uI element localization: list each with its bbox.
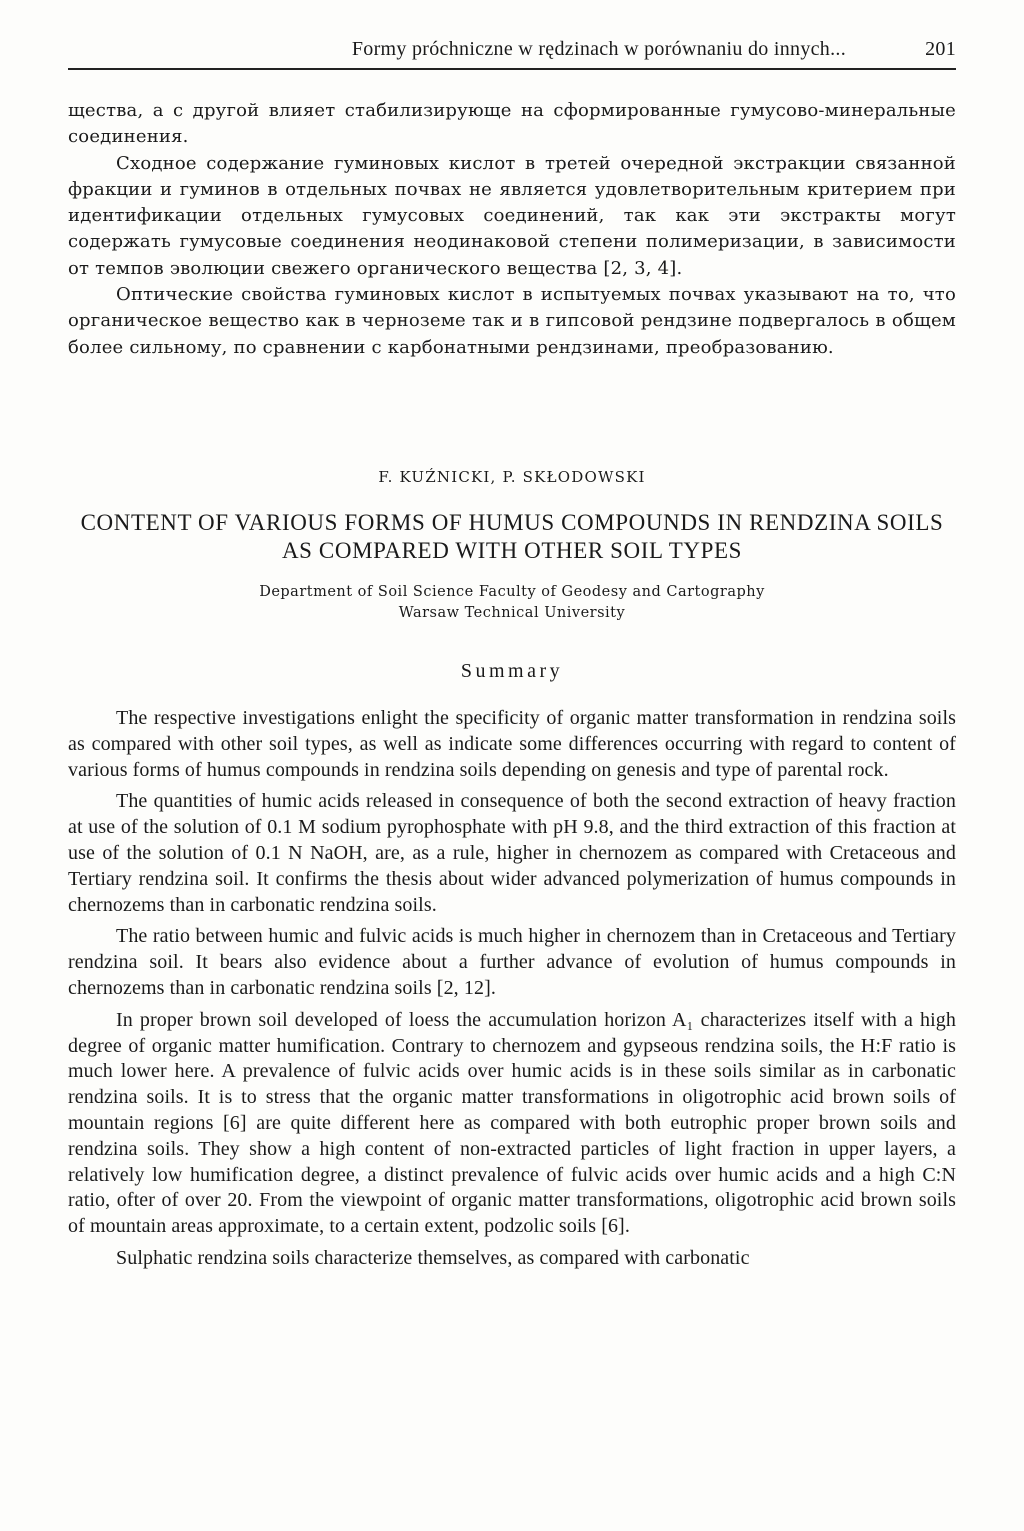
article-authors: F. KUŹNICKI, P. SKŁODOWSKI (378, 468, 646, 486)
summary-paragraph-3: The ratio between humic and fulvic acids is much higher in chernozem than in Cretaceous and Tertiary rendzina soil. It bears also evidence about a further advance of evolution of humus compounds in chernozems than in carbonatic rendzina soils [2, 12]. (68, 925, 956, 999)
affiliation-line-1: Department of Soil Science Faculty of Geodesy and Cartography (259, 584, 765, 600)
summary-paragraph-5: Sulphatic rendzina soils characterize themselves, as compared with carbonatic (116, 1246, 750, 1269)
russian-paragraph-3: Оптические свойства гуминовых кислот в испытуемых почвах указывают на то, что органическое вещество как в черноземе так и в гипсовой рендзине подвергалось в общем более сильному, по сравнении с карбонатными рендзинами, преобразованию. (68, 284, 956, 358)
summary-heading: Summary (460, 660, 564, 682)
russian-paragraph-2: Сходное содержание гуминовых кислот в третей очередной экстракции связанной фракции и гуминов в отдельных почвах не является удовлетворительным критерием при идентификации отдельных гумусовых соединений, так как эти экстракты могут содержать гумусовые соединения неодинаковой степени полимеризации, в зависимости от темпов эволюции свежего органического вещества [2, 3, 4]. (68, 152, 956, 279)
russian-summary-continuation (68, 98, 956, 361)
running-head (68, 38, 956, 68)
article-title: CONTENT OF VARIOUS FORMS OF HUMUS COMPOUNDS IN RENDZINA SOILS AS COMPARED WITH OTHER SOIL TYPES (80, 510, 944, 563)
affiliation-line-2: Warsaw Technical University (398, 604, 626, 621)
running-title: Formy próchniczne w rędzinach w porównaniu do innych... (351, 38, 846, 60)
english-summary (68, 706, 956, 1278)
page-number: 201 (925, 38, 956, 60)
header-rule (68, 68, 956, 70)
affiliation (68, 582, 956, 623)
summary-paragraph-1: The respective investigations enlight the specificity of organic matter transformation in rendzina soils as compared with other soil types, as well as indicate some differences occurring with regard to content of various forms of humus compounds in rendzina soils depending on genesis and type of parental rock. (68, 707, 956, 781)
summary-paragraph-2: The quantities of humic acids released in consequence of both the second extraction of heavy fraction at use of the solution of 0.1 M sodium pyrophosphate with pH 9.8, and the third extraction of this fraction at use of the solution of 0.1 N NaOH, are, as a rule, higher in chernozem as compared with Cretaceous and Tertiary rendzina soil. It confirms the thesis about wider advanced polymerization of humus compounds in chernozems than in carbonatic rendzina soils. (68, 790, 956, 916)
summary-paragraph-4: In proper brown soil developed of loess the accumulation horizon A₁ characterizes itself with a high degree of organic matter humification. Contrary to chernozem and gypseous rendzina soils, the H:F ratio is much lower here. A prevalence of fulvic acids over humic acids is in these soils similar as in carbonatic rendzina soils. It is to stress that the organic matter transformations in oligotrophic acid brown soils of mountain regions [6] are quite different here as compared with both eutrophic proper brown soils and rendzina soils. They show a high content of non-extracted particles of light fraction in upper layers, a relatively low humification degree, a distinct prevalence of fulvic acids over humic acids and a high C:N ratio, ofter of over 20. From the viewpoint of organic matter transformations, oligotrophic acid brown soils of mountain areas approximate, to a certain extent, podzolic soils [6]. (68, 1008, 956, 1238)
russian-paragraph-1: щества, а с другой влияет стабилизирующе на сформированные гумусово-минеральные соединения. (68, 100, 956, 148)
